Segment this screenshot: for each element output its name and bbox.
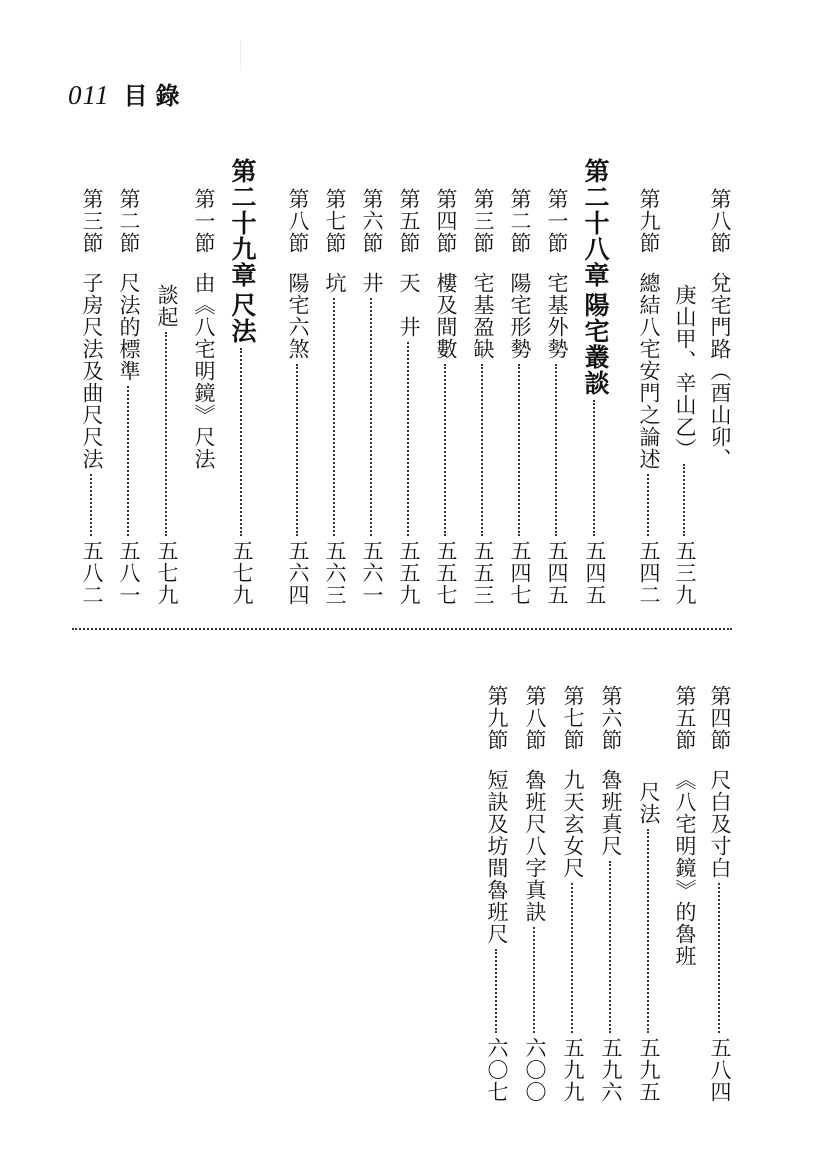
toc-entry[interactable] xyxy=(703,685,737,1103)
toc-entry[interactable] xyxy=(480,685,514,1103)
section-label: 第八節 xyxy=(708,188,732,254)
page-ref: 五九六 xyxy=(599,1037,623,1103)
toc-entry[interactable] xyxy=(594,685,628,1103)
page-ref: 五六四 xyxy=(286,540,310,606)
toc-entry[interactable] xyxy=(556,685,590,1103)
page-ref: 五八二 xyxy=(80,540,104,606)
section-label: 第二節 xyxy=(117,188,141,254)
dot-leader xyxy=(240,348,244,536)
page-ref: 六〇七 xyxy=(485,1037,509,1103)
toc-entry[interactable] xyxy=(466,188,500,606)
section-title: 井 xyxy=(360,272,384,294)
dot-leader xyxy=(407,342,411,536)
toc-entry[interactable] xyxy=(540,188,574,606)
toc-entry[interactable] xyxy=(112,188,146,606)
chapter-label: 第二十八章 xyxy=(581,158,610,288)
section-label: 第二節 xyxy=(508,188,532,254)
section-title: 魯班真尺 xyxy=(599,769,623,857)
dot-leader xyxy=(481,364,485,536)
section-title: 坑 xyxy=(323,272,347,294)
page-ref: 五四七 xyxy=(508,540,532,606)
section-title: 總結八宅安門之論述 xyxy=(637,272,661,470)
dot-leader xyxy=(518,364,522,536)
toc-entry[interactable] xyxy=(281,188,315,606)
chapter-entry[interactable] xyxy=(225,158,259,606)
chapter-label: 第二十九章 xyxy=(228,158,257,288)
dot-leader xyxy=(555,364,559,536)
section-title: 陽宅六煞 xyxy=(286,272,310,360)
section-title: 宅基盈缺 xyxy=(471,272,495,360)
toc-entry[interactable] xyxy=(668,685,702,1103)
section-title: 短訣及坊間魯班尺 xyxy=(485,769,509,945)
section-title: 尺法 xyxy=(637,781,661,825)
dot-leader xyxy=(533,927,537,1033)
page-ref: 五九九 xyxy=(561,1037,585,1103)
dot-leader xyxy=(571,883,575,1033)
toc-entry[interactable] xyxy=(703,188,737,606)
section-title: 尺白及寸白 xyxy=(708,769,732,879)
dot-leader xyxy=(593,400,597,536)
page-ref: 五六三 xyxy=(323,540,347,606)
section-label: 第四節 xyxy=(708,685,732,751)
dot-leader xyxy=(444,364,448,536)
section-title: 九天玄女尺 xyxy=(561,769,585,879)
section-label: 第九節 xyxy=(485,685,509,751)
section-label: 第六節 xyxy=(599,685,623,751)
section-label: 第九節 xyxy=(637,188,661,254)
section-title: 庚山甲、辛山乙） xyxy=(673,284,697,460)
section-title: 天 井 xyxy=(397,272,421,338)
section-label: 第七節 xyxy=(323,188,347,254)
page-ref: 五七九 xyxy=(230,540,254,606)
toc-entry[interactable] xyxy=(632,188,666,606)
section-label: 第八節 xyxy=(523,685,547,751)
dot-leader xyxy=(647,474,651,536)
page-header xyxy=(68,76,188,111)
section-title: 兌宅門路（酉山卯、 xyxy=(708,272,732,470)
dot-leader xyxy=(165,332,169,536)
section-title: 《八宅明鏡》的魯班 xyxy=(673,769,697,967)
dot-leader xyxy=(495,949,499,1033)
page-ref: 五八四 xyxy=(708,1037,732,1103)
page-ref: 六〇〇 xyxy=(523,1037,547,1103)
toc-entry[interactable] xyxy=(429,188,463,606)
dot-leader xyxy=(370,298,374,536)
page-ref: 五四五 xyxy=(545,540,569,606)
toc-entry-continuation[interactable] xyxy=(632,685,666,1103)
section-title: 陽宅形勢 xyxy=(508,272,532,360)
dot-leader xyxy=(609,861,613,1033)
page-ref: 五七九 xyxy=(155,540,179,606)
section-title: 魯班尺八字真訣 xyxy=(523,769,547,923)
page-ref: 五三九 xyxy=(673,540,697,606)
section-label: 第八節 xyxy=(286,188,310,254)
page-ref: 五八一 xyxy=(117,540,141,606)
page-title: 目錄 xyxy=(123,82,188,110)
dot-leader xyxy=(90,474,94,536)
dot-leader xyxy=(718,883,722,1033)
dot-leader xyxy=(647,829,651,1033)
page-ref: 五九五 xyxy=(637,1037,661,1103)
page-ref: 五六一 xyxy=(360,540,384,606)
section-label: 第五節 xyxy=(673,685,697,751)
dot-leader xyxy=(296,364,300,536)
section-label: 第四節 xyxy=(434,188,458,254)
section-title: 宅基外勢 xyxy=(545,272,569,360)
toc-entry[interactable] xyxy=(187,188,221,606)
page-ref: 五五三 xyxy=(471,540,495,606)
page-ref: 五四五 xyxy=(583,540,607,606)
toc-entry[interactable] xyxy=(503,188,537,606)
page-ref: 五四二 xyxy=(637,540,661,606)
section-title: 子房尺法及曲尺尺法 xyxy=(80,272,104,470)
section-label: 第七節 xyxy=(561,685,585,751)
dot-leader xyxy=(127,386,131,536)
chapter-title: 陽宅叢談 xyxy=(581,292,610,396)
section-label: 第一節 xyxy=(545,188,569,254)
section-title: 談起 xyxy=(155,284,179,328)
dot-leader xyxy=(683,464,687,536)
section-label: 第三節 xyxy=(471,188,495,254)
section-title: 由《八宅明鏡》尺法 xyxy=(192,272,216,470)
toc-entry[interactable] xyxy=(75,188,109,606)
chapter-entry[interactable] xyxy=(578,158,612,606)
toc-entry[interactable] xyxy=(318,188,352,606)
section-label: 第六節 xyxy=(360,188,384,254)
page-ref: 五五九 xyxy=(397,540,421,606)
chapter-title: 尺法 xyxy=(228,292,257,344)
toc-entry[interactable] xyxy=(392,188,426,606)
section-title: 尺法的標準 xyxy=(117,272,141,382)
section-title: 樓及間數 xyxy=(434,272,458,360)
section-label: 第三節 xyxy=(80,188,104,254)
toc-entry[interactable] xyxy=(518,685,552,1103)
scan-speck xyxy=(240,40,281,70)
section-label: 第五節 xyxy=(397,188,421,254)
toc-entry[interactable] xyxy=(355,188,389,606)
toc-entry-continuation[interactable] xyxy=(668,188,702,606)
page-number: 011 xyxy=(68,80,110,110)
section-separator xyxy=(72,628,732,630)
section-label: 第一節 xyxy=(192,188,216,254)
page-ref: 五五七 xyxy=(434,540,458,606)
dot-leader xyxy=(333,298,337,536)
toc-entry-continuation[interactable] xyxy=(150,188,184,606)
